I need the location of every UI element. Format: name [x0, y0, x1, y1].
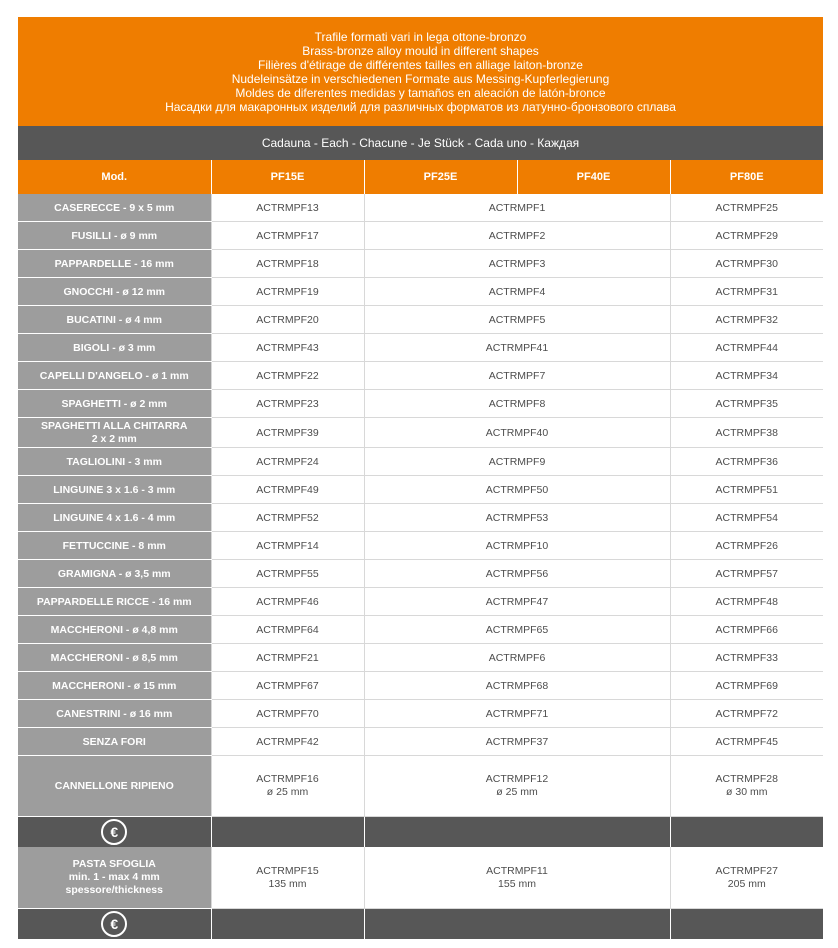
code-pf25e-pf40e: ACTRMPF37 [364, 728, 670, 756]
code-pf80e: ACTRMPF36 [670, 448, 823, 476]
row-label-line-3: spessore/thickness [65, 884, 163, 896]
code-pf80e: ACTRMPF32 [670, 306, 823, 334]
code-pf80e: ACTRMPF69 [670, 672, 823, 700]
code-pf80e: ACTRMPF31 [670, 278, 823, 306]
table-row [18, 448, 823, 476]
price-row [18, 909, 823, 940]
price-pf80e [670, 909, 823, 940]
code-pf80e: ACTRMPF51 [670, 476, 823, 504]
row-label: GRAMIGNA - ø 3,5 mm [18, 560, 211, 588]
row-label: GNOCCHI - ø 12 mm [18, 278, 211, 306]
price-row [18, 817, 823, 848]
code-pf80e: ACTRMPF25 [670, 194, 823, 222]
price-label [18, 909, 211, 940]
code-pf15e: ACTRMPF49 [211, 476, 364, 504]
code-pf80e: ACTRMPF57 [670, 560, 823, 588]
size-value: ø 25 mm [496, 786, 538, 798]
table-row [18, 504, 823, 532]
row-label: LINGUINE 3 x 1.6 - 3 mm [18, 476, 211, 504]
table-row [18, 194, 823, 222]
row-label: TAGLIOLINI - 3 mm [18, 448, 211, 476]
row-label: PAPPARDELLE - 16 mm [18, 250, 211, 278]
row-label-line-1: PASTA SFOGLIA [72, 858, 156, 870]
code-value: ACTRMPF11 [486, 864, 548, 877]
row-label: FETTUCCINE - 8 mm [18, 532, 211, 560]
code-value: ACTRMPF27 [715, 864, 778, 877]
table-row [18, 390, 823, 418]
price-list [18, 17, 823, 939]
code-pf80e: ACTRMPF30 [670, 250, 823, 278]
code-pf80e: ACTRMPF44 [670, 334, 823, 362]
code-pf25e-pf40e: ACTRMPF4 [364, 278, 670, 306]
table-row [18, 728, 823, 756]
code-pf15e: ACTRMPF52 [211, 504, 364, 532]
code-pf25e-pf40e [364, 756, 670, 817]
code-pf25e-pf40e: ACTRMPF40 [364, 418, 670, 448]
table-row [18, 532, 823, 560]
row-label: CASERECCE - 9 x 5 mm [18, 194, 211, 222]
code-pf25e-pf40e: ACTRMPF47 [364, 588, 670, 616]
size-value: 135 mm [268, 877, 307, 890]
code-pf15e: ACTRMPF22 [211, 362, 364, 390]
code-pf25e-pf40e: ACTRMPF50 [364, 476, 670, 504]
price-pf25e-pf40e [364, 817, 670, 848]
row-label-line-1: SPAGHETTI ALLA CHITARRA [41, 419, 188, 432]
row-label: LINGUINE 4 x 1.6 - 4 mm [18, 504, 211, 532]
price-label [18, 817, 211, 848]
code-pf25e-pf40e: ACTRMPF65 [364, 616, 670, 644]
code-value: ACTRMPF28 [715, 773, 778, 785]
code-pf15e: ACTRMPF55 [211, 560, 364, 588]
price-pf25e-pf40e [364, 909, 670, 940]
table-row [18, 700, 823, 728]
col-pf80e: PF80E [670, 160, 823, 194]
euro-icon: € [101, 819, 127, 845]
table-row [18, 222, 823, 250]
row-label: MACCHERONI - ø 4,8 mm [18, 616, 211, 644]
models-table [18, 160, 823, 939]
row-label: MACCHERONI - ø 8,5 mm [18, 644, 211, 672]
table-row [18, 616, 823, 644]
code-pf15e: ACTRMPF42 [211, 728, 364, 756]
table-row [18, 418, 823, 448]
size-value: ø 30 mm [726, 786, 768, 798]
table-row [18, 560, 823, 588]
table-row-cannellone [18, 756, 823, 817]
code-pf25e-pf40e: ACTRMPF68 [364, 672, 670, 700]
row-label: PAPPARDELLE RICCE - 16 mm [18, 588, 211, 616]
code-pf80e: ACTRMPF54 [670, 504, 823, 532]
code-pf15e: ACTRMPF18 [211, 250, 364, 278]
row-label: CANESTRINI - ø 16 mm [18, 700, 211, 728]
code-pf15e: ACTRMPF19 [211, 278, 364, 306]
col-pf25e: PF25E [364, 160, 517, 194]
table-row [18, 672, 823, 700]
code-pf15e: ACTRMPF46 [211, 588, 364, 616]
code-pf25e-pf40e [364, 847, 670, 909]
title-line-de: Nudeleinsätze in verschiedenen Formate aus Messing-Kupferlegierung [231, 71, 610, 86]
code-pf25e-pf40e: ACTRMPF8 [364, 390, 670, 418]
code-pf25e-pf40e: ACTRMPF41 [364, 334, 670, 362]
code-pf80e: ACTRMPF26 [670, 532, 823, 560]
col-pf15e: PF15E [211, 160, 364, 194]
size-value: ø 25 mm [266, 786, 309, 798]
code-pf25e-pf40e: ACTRMPF10 [364, 532, 670, 560]
code-pf25e-pf40e: ACTRMPF7 [364, 362, 670, 390]
row-label: CANNELLONE RIPIENO [18, 756, 211, 817]
code-pf80e: ACTRMPF33 [670, 644, 823, 672]
code-pf15e: ACTRMPF24 [211, 448, 364, 476]
price-pf80e [670, 817, 823, 848]
title-line-ru: Насадки для макаронных изделий для различных форматов из латунно-бронзового сплава [165, 99, 676, 114]
title-line-it: Trafile formati vari in lega ottone-bronzo [314, 29, 527, 44]
code-value: ACTRMPF12 [485, 773, 549, 785]
code-pf80e: ACTRMPF48 [670, 588, 823, 616]
code-pf15e [211, 847, 364, 909]
price-pf15e [211, 909, 364, 940]
size-value: 155 mm [498, 877, 536, 890]
code-pf80e [670, 756, 823, 817]
row-label: CAPELLI D'ANGELO - ø 1 mm [18, 362, 211, 390]
code-pf15e: ACTRMPF67 [211, 672, 364, 700]
code-pf25e-pf40e: ACTRMPF2 [364, 222, 670, 250]
code-pf15e: ACTRMPF14 [211, 532, 364, 560]
row-label: FUSILLI - ø 9 mm [18, 222, 211, 250]
code-pf15e: ACTRMPF64 [211, 616, 364, 644]
code-pf15e: ACTRMPF23 [211, 390, 364, 418]
table-row [18, 476, 823, 504]
row-label: BIGOLI - ø 3 mm [18, 334, 211, 362]
code-pf15e: ACTRMPF17 [211, 222, 364, 250]
code-pf25e-pf40e: ACTRMPF71 [364, 700, 670, 728]
table-row [18, 362, 823, 390]
table-row-pasta-sfoglia [18, 847, 823, 909]
code-pf25e-pf40e: ACTRMPF3 [364, 250, 670, 278]
row-label: SENZA FORI [18, 728, 211, 756]
table-row [18, 278, 823, 306]
row-label-line-2: 2 x 2 mm [91, 432, 137, 445]
price-pf15e [211, 817, 364, 848]
code-pf25e-pf40e: ACTRMPF1 [364, 194, 670, 222]
code-pf15e: ACTRMPF13 [211, 194, 364, 222]
row-label [18, 418, 211, 448]
table-row [18, 588, 823, 616]
code-pf15e [211, 756, 364, 817]
code-pf80e: ACTRMPF29 [670, 222, 823, 250]
code-pf15e: ACTRMPF70 [211, 700, 364, 728]
code-pf80e [670, 847, 823, 909]
table-row [18, 644, 823, 672]
title-line-es: Moldes de diferentes medidas y tamaños en aleación de latón-bronce [235, 85, 606, 100]
row-label [18, 847, 211, 909]
code-pf25e-pf40e: ACTRMPF6 [364, 644, 670, 672]
code-pf25e-pf40e: ACTRMPF56 [364, 560, 670, 588]
code-pf15e: ACTRMPF20 [211, 306, 364, 334]
code-pf80e: ACTRMPF34 [670, 362, 823, 390]
euro-icon: € [101, 911, 127, 937]
title-banner [18, 17, 823, 126]
code-pf25e-pf40e: ACTRMPF53 [364, 504, 670, 532]
col-mod: Mod. [18, 160, 211, 194]
code-pf80e: ACTRMPF72 [670, 700, 823, 728]
code-pf15e: ACTRMPF21 [211, 644, 364, 672]
code-pf80e: ACTRMPF66 [670, 616, 823, 644]
code-pf15e: ACTRMPF39 [211, 418, 364, 448]
code-pf80e: ACTRMPF45 [670, 728, 823, 756]
code-pf15e: ACTRMPF43 [211, 334, 364, 362]
each-label: Cadauna - Each - Chacune - Je Stück - Cada uno - Каждая [18, 126, 823, 160]
row-label: BUCATINI - ø 4 mm [18, 306, 211, 334]
row-label-line-2: min. 1 - max 4 mm [68, 871, 160, 883]
code-pf80e: ACTRMPF38 [670, 418, 823, 448]
table-row [18, 334, 823, 362]
code-pf25e-pf40e: ACTRMPF5 [364, 306, 670, 334]
table-row [18, 250, 823, 278]
row-label: MACCHERONI - ø 15 mm [18, 672, 211, 700]
table-header-row [18, 160, 823, 194]
col-pf40e: PF40E [517, 160, 670, 194]
code-value: ACTRMPF15 [256, 864, 319, 877]
title-line-en: Brass-bronze alloy mould in different shapes [302, 43, 539, 58]
title-line-fr: Filières d'étirage de différentes tailles en alliage laiton-bronze [258, 57, 583, 72]
code-pf25e-pf40e: ACTRMPF9 [364, 448, 670, 476]
code-pf80e: ACTRMPF35 [670, 390, 823, 418]
table-row [18, 306, 823, 334]
row-label: SPAGHETTI - ø 2 mm [18, 390, 211, 418]
size-value: 205 mm [727, 877, 766, 890]
code-value: ACTRMPF16 [256, 773, 319, 785]
